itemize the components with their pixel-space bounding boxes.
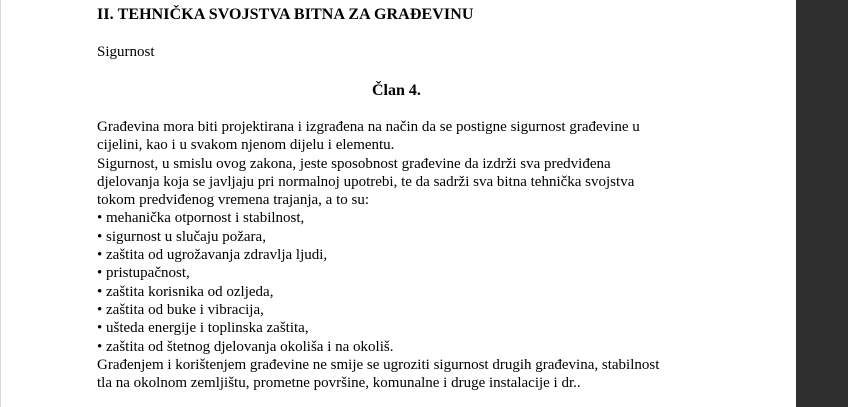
bullet-item: • zaštita korisnika od ozljeda, [97, 283, 274, 300]
paragraph-line: tla na okolnom zemljištu, prometne površine, komunalne i druge instalacije i dr.. [97, 375, 581, 392]
paragraph-line: tokom predviđenog vremena trajanja, a to su: [97, 192, 369, 209]
bullet-item: • pristupačnost, [97, 265, 190, 282]
article-title: Član 4. [372, 82, 421, 99]
page-edge [0, 0, 1, 407]
section-label: Sigurnost [97, 44, 155, 60]
paragraph-line: cijelini, kao i u svakom njenom dijelu i elementu. [97, 137, 395, 154]
paragraph-line: djelovanja koja se javljaju pri normalnoj upotrebi, te da sadrži sva bitna tehnička svojstva [97, 173, 635, 190]
bullet-item: • zaštita od štetnog djelovanja okoliša i na okoliš. [97, 338, 394, 355]
article-body [97, 118, 717, 392]
viewer-side-panel [796, 0, 848, 407]
paragraph-line: Sigurnost, u smislu ovog zakona, jeste sposobnost građevine da izdrži sva predviđena [97, 155, 611, 172]
paragraph-line: Građevina mora biti projektirana i izgrađena na način da se postigne sigurnost građevine u [97, 119, 640, 135]
paragraph-line: Građenjem i korištenjem građevine ne smije se ugroziti sigurnost drugih građevina, stabilnost [97, 356, 660, 373]
bullet-item: • ušteda energije i toplinska zaštita, [97, 320, 309, 337]
bullet-item: • sigurnost u slučaju požara, [97, 228, 266, 245]
bullet-item: • mehanička otpornost i stabilnost, [97, 210, 305, 227]
chapter-heading: II. TEHNIČKA SVOJSTVA BITNA ZA GRAĐEVINU [97, 6, 474, 23]
bullet-item: • zaštita od buke i vibracija, [97, 301, 264, 318]
bullet-item: • zaštita od ugrožavanja zdravlja ljudi, [97, 247, 328, 264]
